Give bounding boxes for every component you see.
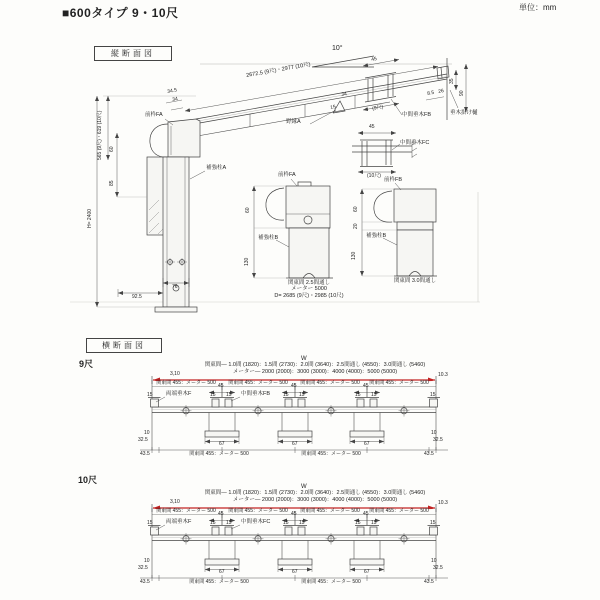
front-frame-fb-label: 前枠FB [384,177,403,183]
cross-section-label: 横断面図 [86,338,162,353]
segment-dim: 関東間 455：メーター 500 [224,509,292,514]
segment-dim: 関東間 455：メーター 500 [366,381,432,386]
dim-45: 45 [218,383,224,389]
dim-32-5: 32.5 [433,565,443,571]
dim-45: 45 [369,124,375,130]
unit-label: 単位：mm [519,3,557,12]
dim-15: 15 [430,392,436,398]
front-frame-fa-label: 前枠FA [145,112,163,118]
dim-45: 45 [218,511,224,517]
dim-10-3: 10.3 [438,500,448,506]
dim-90: 90 [459,90,465,96]
size-label-9: 9尺 [79,359,94,369]
dim-67: 67 [292,569,298,575]
dim-34: 34 [340,91,348,98]
post-a-label: 補強柱A [206,165,227,171]
mid-rafter-fb-label: 中間垂木FB [402,112,432,118]
dim-34: 34 [171,96,179,103]
dim-43-5: 43.5 [424,451,434,457]
dim-15: 15 [299,392,305,398]
slope-dim: 2672.5 (9尺)・2977 (10尺) [245,61,312,79]
dim-15: 15 [226,392,232,398]
dim-26: 26 [437,88,445,95]
dim-130: 130 [244,257,250,266]
segment-dim: 関東間 455：メーター 500 [184,452,254,457]
dim-85: 85 [109,180,115,186]
span-note-1: 関東間— 1.0間 (1820)：1.5間 (2730)：2.0間 (3640)：2.5間通し (4550)：3.0間通し (5460) [204,490,426,496]
dim-32-5: 32.5 [138,437,148,443]
span-note-2: メーター— 2000 (2000)：3000 (3000)：4000 (4000)：5000 (5000) [232,497,398,503]
dim-10-3: 10.3 [438,372,448,378]
segment-dim: 関東間 455：メーター 500 [297,509,363,514]
dim-45: 45 [291,511,297,517]
end-rafter-label: 両端垂木F [166,519,192,525]
note-kanto-2-5: 関東間 2.5間通し [287,280,331,286]
dim-left-height: 565 (9尺)・619 (10尺) [97,110,103,160]
segment-dim: 関東間 455：メーター 500 [184,580,254,585]
front-frame-fb-sub-drawing [362,183,437,276]
dim-9shaku: (9尺) [371,104,384,112]
dim-15: 15 [210,392,216,398]
segment-dim: 関東間 455：メーター 500 [297,381,363,386]
dim-15: 15 [283,392,289,398]
dim-45: 45 [291,383,297,389]
dim-60: 60 [109,146,115,152]
dim-15: 15 [371,520,377,526]
dim-10: 10 [431,430,437,436]
dim-15: 15 [283,520,289,526]
dim-15: 15 [355,520,361,526]
dim-34-5: 34.5 [166,87,178,95]
nobuchi-label: 野縁A [286,119,301,125]
dim-67: 67 [364,441,370,447]
dim-15: 15 [147,520,153,526]
dim-60: 60 [353,206,359,212]
dim-h2400: H= 2400 [87,208,93,228]
dim-20: 20 [353,223,359,229]
dim-32-5: 32.5 [433,437,443,443]
dim-3-10: 3,10 [170,499,180,505]
note-meter-5000: メーター 5000 [291,286,327,292]
size-label-10: 10尺 [78,475,98,485]
end-rafter-label: 両端垂木F [166,391,192,397]
angle-wedge [312,56,374,67]
dim-67: 67 [219,441,225,447]
segment-dim: 関東間 455：メーター 500 [154,509,218,514]
note-depth: D= 2685 (9尺)・2985 (10尺) [274,293,344,299]
dim-10shaku: (10尺) [367,173,381,179]
vertical-section-drawing [70,56,480,312]
segment-dim: 関東間 455：メーター 500 [296,452,366,457]
dim-67: 67 [292,441,298,447]
dim-92-5: 92.5 [132,294,142,300]
dim-45: 45 [370,56,378,63]
span-note-1: 関東間— 1.0間 (1820)：1.5間 (2730)：2.0間 (3640)：2.5間通し (4550)：3.0間通し (5460) [204,362,426,368]
mid-rafter-label: 中間垂木FB [241,391,271,397]
dim-67: 67 [364,569,370,575]
post-b-label: 補強柱B [366,233,387,239]
dim-15: 15 [147,392,153,398]
dim-10: 10 [431,558,437,564]
segment-dim: 関東間 455：メーター 500 [366,509,432,514]
front-frame-fa-sub-drawing [254,179,333,278]
mid-rafter-fc-label: 中間垂木FC [400,140,430,146]
dim-32-5: 32.5 [138,565,148,571]
angle-label: 10° [332,45,343,52]
dim-15: 15 [210,520,216,526]
dim-15: 15 [355,392,361,398]
note-kanto-3-0: 関東間 3.0間通し [393,278,437,284]
w-label: W [301,484,307,490]
front-frame-fa-label: 前枠FA [278,172,296,178]
dim-45: 45 [363,383,369,389]
segment-dim: 関東間 455：メーター 500 [296,580,366,585]
dim-15: 15 [430,520,436,526]
post-b-label: 補強柱B [258,235,279,241]
mid-rafter-label: 中間垂木FC [241,519,271,525]
support-plates [205,413,384,445]
dim-76: 76 [172,284,178,290]
dim-60: 60 [245,207,251,213]
dim-130: 130 [351,251,357,260]
rafter-hanger-label: 垂木掛け樋 [450,110,478,116]
vertical-section-label: 縦断面図 [94,46,172,61]
dim-15: 15 [329,104,337,111]
dim-15: 15 [371,392,377,398]
dim-43-5: 43.5 [140,451,150,457]
dim-10: 10 [144,430,150,436]
mid-rafter-fc-detail [352,133,417,172]
segment-dim: 関東間 455：メーター 500 [224,381,292,386]
dim-35: 35 [449,78,455,84]
dim-45: 45 [363,511,369,517]
dim-67: 67 [219,569,225,575]
w-label: W [301,356,307,362]
segment-dim: 関東間 455：メーター 500 [154,381,218,386]
dim-15: 15 [226,520,232,526]
dim-43-5: 43.5 [424,579,434,585]
dim-3-10: 3,10 [170,371,180,377]
dim-43-5: 43.5 [140,579,150,585]
dim-10: 10 [144,558,150,564]
span-note-2: メーター— 2000 (2000)：3000 (3000)：4000 (4000)：5000 (5000) [232,369,398,375]
dim-15: 15 [299,520,305,526]
dim-8-5: 8.5 [426,89,435,97]
page-title: ■600タイプ 9・10尺 [62,6,179,20]
